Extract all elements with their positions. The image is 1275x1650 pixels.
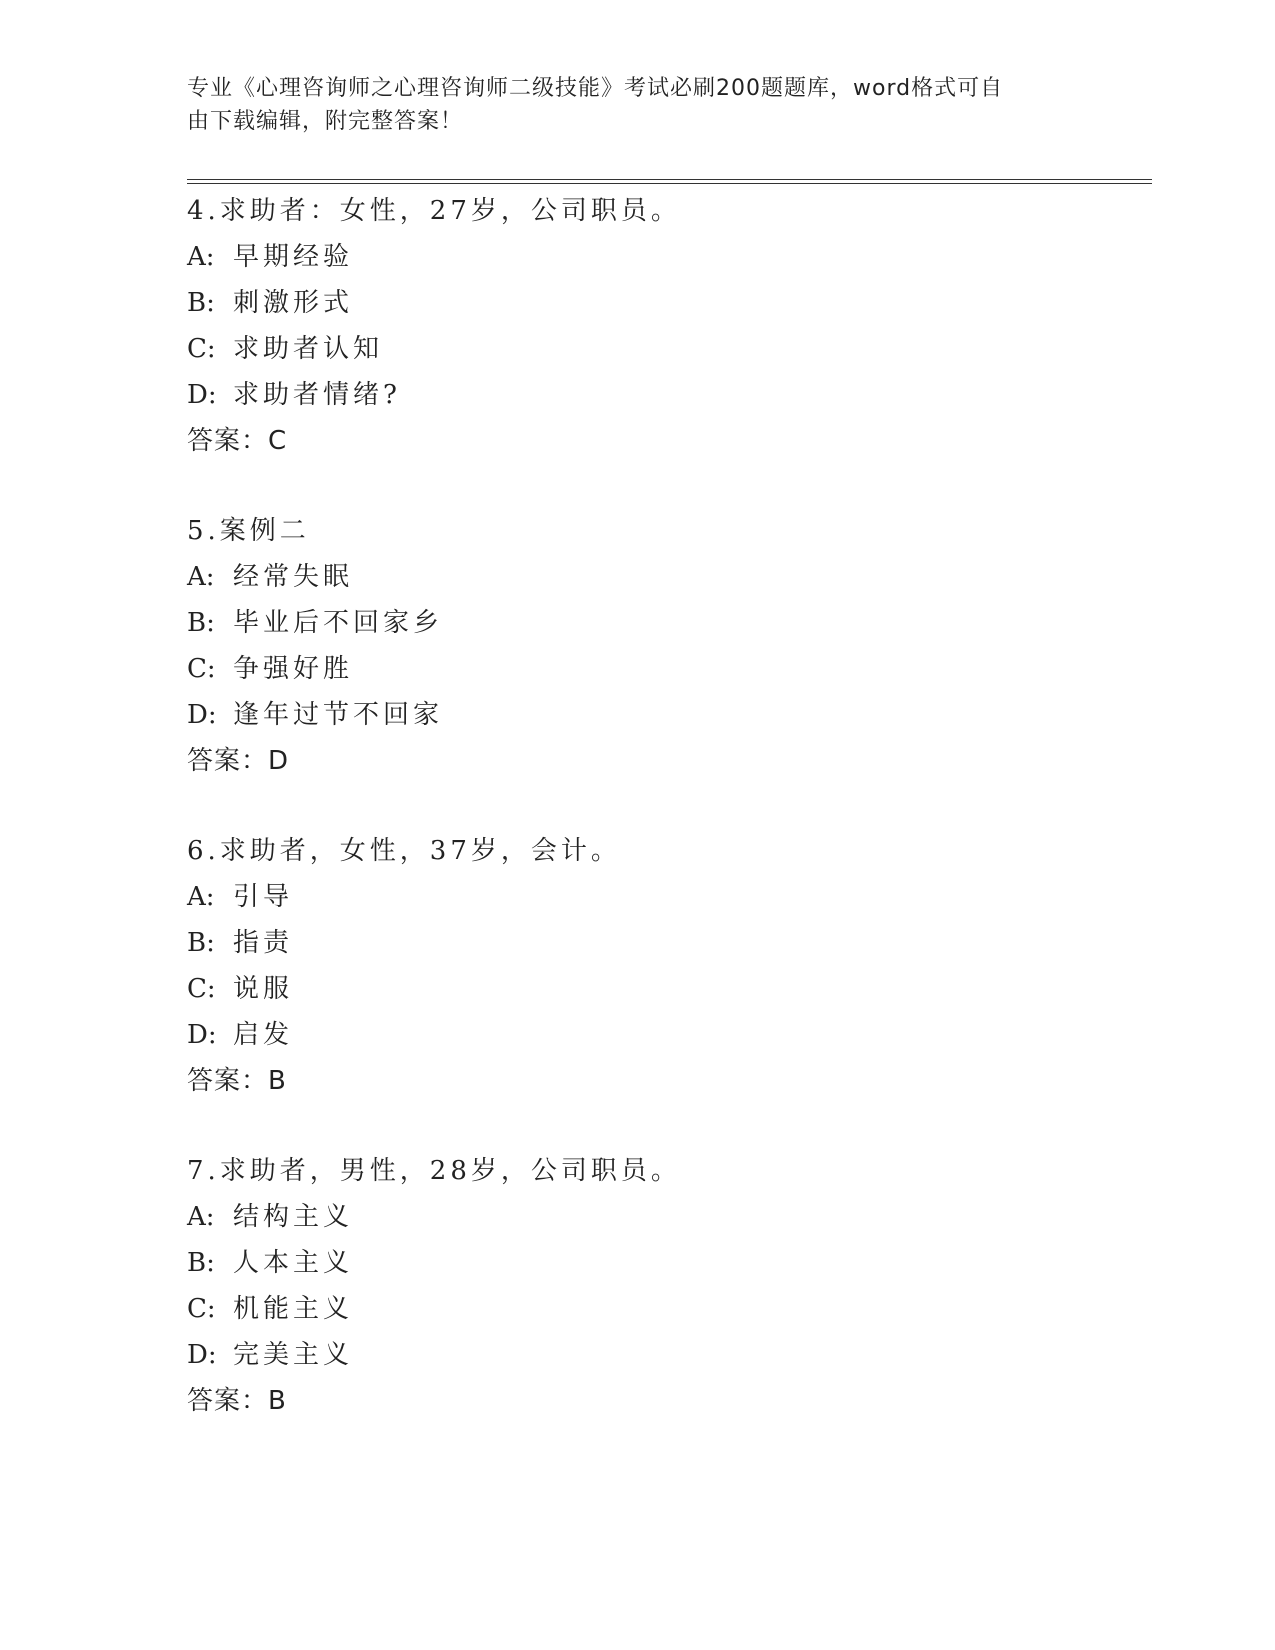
header-line-2: 由下载编辑，附完整答案！ (187, 109, 464, 134)
option-letter: A: (187, 242, 215, 272)
option-c (187, 646, 1147, 692)
option-letter: C: (187, 334, 216, 364)
answer-line: 答案：B (187, 1066, 287, 1096)
option-text: 毕业后不回家乡 (233, 608, 444, 638)
option-d (187, 372, 1147, 418)
document-header (187, 72, 1067, 138)
option-letter: D: (187, 1020, 217, 1050)
option-a (187, 554, 1147, 600)
option-text: 结构主义 (233, 1202, 354, 1232)
option-b (187, 600, 1147, 646)
option-text: 机能主义 (233, 1294, 354, 1324)
option-letter: C: (187, 974, 216, 1004)
question-stem: 5.案例二 (187, 516, 310, 546)
option-a (187, 874, 1147, 920)
option-letter: D: (187, 700, 217, 730)
header-line-1: 专业《心理咨询师之心理咨询师二级技能》考试必刷200题题库，word格式可自 (187, 76, 1004, 101)
option-letter: C: (187, 1294, 216, 1324)
option-b (187, 920, 1147, 966)
option-text: 人本主义 (233, 1248, 354, 1278)
answer-line: 答案：C (187, 426, 288, 456)
option-c (187, 1286, 1147, 1332)
option-letter: B: (187, 608, 215, 638)
option-d (187, 1012, 1147, 1058)
option-text: 完美主义 (233, 1340, 354, 1370)
option-letter: B: (187, 928, 215, 958)
option-letter: D: (187, 380, 217, 410)
answer-line: 答案：D (187, 746, 290, 776)
option-b (187, 280, 1147, 326)
option-text: 刺激形式 (233, 288, 354, 318)
option-letter: A: (187, 882, 215, 912)
option-a (187, 234, 1147, 280)
question-stem: 4.求助者：女性，27岁，公司职员。 (187, 196, 681, 226)
header-divider-bottom (187, 183, 1152, 184)
answer-line: 答案：B (187, 1386, 287, 1416)
option-letter: B: (187, 288, 215, 318)
option-text: 启发 (233, 1020, 294, 1050)
header-divider-top (187, 179, 1152, 180)
option-c (187, 966, 1147, 1012)
question-block (187, 188, 1147, 464)
option-text: 早期经验 (233, 242, 354, 272)
option-text: 说服 (233, 974, 294, 1004)
option-letter: C: (187, 654, 216, 684)
option-letter: A: (187, 1202, 215, 1232)
option-text: 引导 (233, 882, 294, 912)
option-letter: B: (187, 1248, 215, 1278)
question-block (187, 508, 1147, 784)
option-text: 指责 (233, 928, 294, 958)
question-block (187, 828, 1147, 1104)
option-d (187, 692, 1147, 738)
option-text: 求助者认知 (233, 334, 384, 364)
question-block (187, 1148, 1147, 1424)
option-text: 求助者情绪? (233, 380, 401, 410)
option-d (187, 1332, 1147, 1378)
option-letter: A: (187, 562, 215, 592)
option-b (187, 1240, 1147, 1286)
option-text: 经常失眠 (233, 562, 354, 592)
question-stem: 6.求助者，女性，37岁，会计。 (187, 836, 621, 866)
option-a (187, 1194, 1147, 1240)
option-letter: D: (187, 1340, 217, 1370)
option-text: 争强好胜 (233, 654, 354, 684)
question-stem: 7.求助者，男性，28岁，公司职员。 (187, 1156, 681, 1186)
option-text: 逢年过节不回家 (233, 700, 444, 730)
option-c (187, 326, 1147, 372)
